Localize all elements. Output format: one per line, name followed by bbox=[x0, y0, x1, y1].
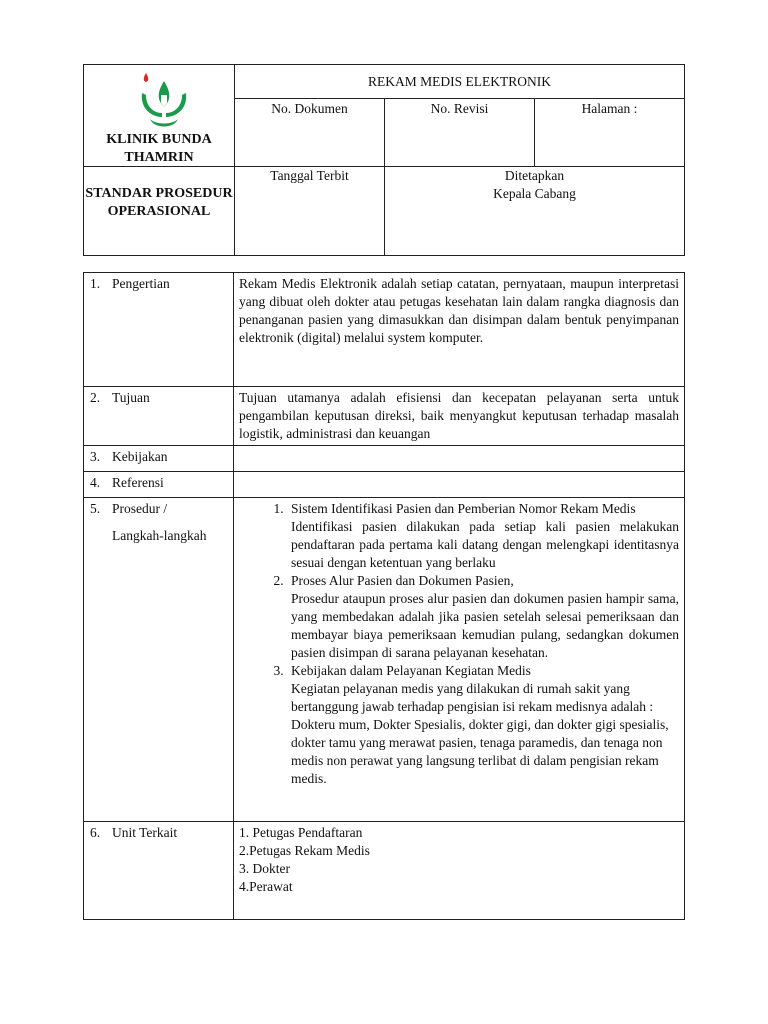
prosedur-content bbox=[234, 498, 685, 822]
prosedur-item-text: Prosedur ataupun proses alur pasien dan dokumen pasien hampir sama, yang membedakan adalah jika pasien setelah selesai pemeriksaan dan membayar biaya pemeriksaan kemudian pulang, sedangkan dokumen pasien disimpan di sarana pelayanan kesehatan. bbox=[291, 591, 679, 660]
halaman-label: Halaman : bbox=[581, 101, 638, 116]
section-label-referensi bbox=[84, 472, 234, 498]
list-item bbox=[287, 572, 679, 662]
header-divider bbox=[234, 98, 684, 99]
section-label-text: Prosedur / bbox=[112, 501, 168, 516]
prosedur-item-title: 1. Sistem Identifikasi Pasien dan Pemberian Nomor Rekam Medis bbox=[291, 501, 636, 516]
section-label-text: Pengertian bbox=[112, 276, 170, 291]
list-item bbox=[287, 500, 679, 572]
section-label-text: Unit Terkait bbox=[112, 825, 178, 840]
section-label-unit-terkait bbox=[84, 822, 234, 920]
table-row bbox=[84, 446, 685, 472]
sop-content-table bbox=[83, 272, 685, 920]
table-row bbox=[84, 822, 685, 920]
document-header bbox=[83, 64, 685, 256]
unit-item: 4.Perawat bbox=[239, 879, 293, 894]
sop-title: STANDAR PROSEDUR OPERASIONAL bbox=[85, 186, 233, 219]
unit-item: 2.Petugas Rekam Medis bbox=[239, 843, 370, 858]
table-row bbox=[84, 472, 685, 498]
clinic-name: KLINIK BUNDA THAMRIN bbox=[106, 132, 212, 165]
unit-terkait-content bbox=[234, 822, 685, 920]
section-label-text: Referensi bbox=[112, 475, 164, 490]
section-number: 2. bbox=[90, 390, 101, 405]
prosedur-item-text: Kegiatan pelayanan medis yang dilakukan di rumah sakit yang bertanggung jawab terhadap pengisian isi rekam medisnya adalah : Dokteru mum, Dokter Spesialis, dokter gigi, dan dokter gigi spesialis, dokter tamu yang merawat pasien, tenaga paramedis, dan tenaga non medis non perawat yang langsung terlibat di dalam pengisian rekam medis. bbox=[291, 681, 669, 786]
table-row bbox=[84, 498, 685, 822]
section-label-kebijakan bbox=[84, 446, 234, 472]
section-number: 1. bbox=[90, 276, 101, 291]
document-title: REKAM MEDIS ELEKTRONIK bbox=[368, 74, 551, 89]
pengertian-text: Rekam Medis Elektronik adalah setiap catatan, pernyataan, maupun interpretasi yang dibuat oleh dokter atau petugas kesehatan lain dalam rangka diagnosis dan penanganan pasien yang dimasukkan dan disimpan dalam bentuk penyimpanan elektronik (digital) melalui system komputer. bbox=[234, 273, 685, 387]
tujuan-text: Tujuan utamanya adalah efisiensi dan kecepatan pelayanan serta untuk pengambilan keputusan direksi, baik menyangkut keputusan terhadap masalah logistik, administrasi dan keuangan bbox=[234, 387, 685, 446]
section-number: 5. bbox=[90, 501, 101, 516]
section-number: 6. bbox=[90, 825, 101, 840]
prosedur-item-title: 3. Kebijakan dalam Pelayanan Kegiatan Medis bbox=[291, 663, 531, 678]
table-row bbox=[84, 273, 685, 387]
prosedur-item-text: Identifikasi pasien dilakukan pada setiap kali pasien melakukan pendaftaran pada pertama kali datang dengan melengkapi identitasnya sesuai dengan ketentuan yang berlaku bbox=[291, 519, 679, 570]
no-revisi-label: No. Revisi bbox=[430, 101, 489, 116]
section-number: 3. bbox=[90, 449, 101, 464]
tanggal-terbit-label: Tanggal Terbit bbox=[270, 168, 349, 183]
unit-item: 1. Petugas Pendaftaran bbox=[239, 825, 363, 840]
section-label-tujuan bbox=[84, 387, 234, 446]
clinic-logo bbox=[136, 69, 192, 133]
section-label-text: Kebijakan bbox=[112, 449, 168, 464]
header-divider bbox=[234, 65, 235, 255]
no-dokumen-label: No. Dokumen bbox=[271, 101, 348, 116]
ditetapkan-label: Ditetapkan bbox=[504, 168, 565, 183]
section-number: 4. bbox=[90, 475, 101, 490]
referensi-text bbox=[234, 472, 685, 498]
prosedur-item-title: 2. Proses Alur Pasien dan Dokumen Pasien, bbox=[291, 573, 514, 588]
section-label-text-2: Langkah-langkah bbox=[112, 528, 207, 543]
section-label-pengertian bbox=[84, 273, 234, 387]
kepala-cabang-label: Kepala Cabang bbox=[493, 186, 576, 201]
list-item bbox=[287, 662, 679, 788]
section-label-prosedur bbox=[84, 498, 234, 822]
table-row bbox=[84, 387, 685, 446]
section-label-text: Tujuan bbox=[112, 390, 150, 405]
kebijakan-text bbox=[234, 446, 685, 472]
unit-item: 3. Dokter bbox=[239, 861, 290, 876]
prosedur-list bbox=[239, 500, 679, 788]
